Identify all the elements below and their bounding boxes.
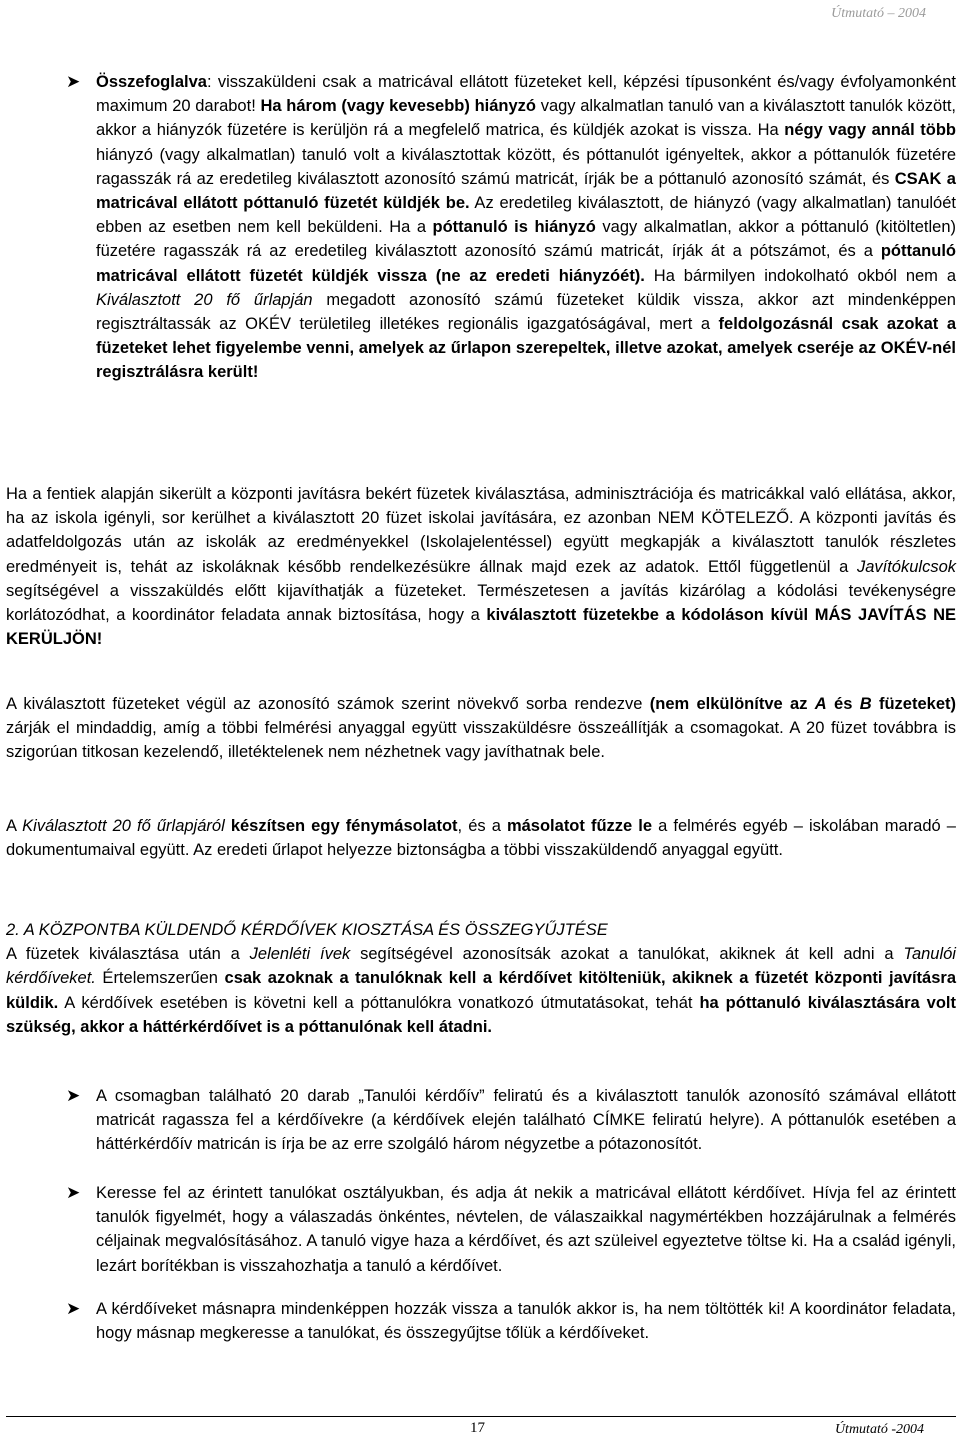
text-run: Ha [752, 121, 785, 140]
text-run: Az eredetileg kiválasztott, de hiányzó (vagy alkalmatlan) tanulóét ebben az esetben nem kell beküldeni. Ha a [96, 194, 956, 237]
paragraph-photocopy [6, 814, 956, 862]
list-item [66, 1297, 956, 1345]
arrow-bullet-icon: ➤ [66, 72, 81, 91]
text-run: Javítókulcsok [856, 557, 956, 576]
summary-lead: Összefoglalva [96, 73, 207, 91]
text-run: készítsen egy fénymásolatot [224, 817, 458, 835]
arrow-bullet-icon: ➤ [66, 1086, 81, 1105]
bullet-text: A kérdőíveket másnapra mindenképpen hozzák vissza a tanulók akkor is, ha nem töltötték ki! A koordinátor feladata, hogy másnap megkeresse a tanulókat, és összegyűjtse tőlük a kérdőíveket. [96, 1300, 956, 1343]
text-run: megadott azonosító számú füzeteket küldik vissza, akkor azt mindenképpen regisztráltassák az OKÉV területileg illetékes regionális igazgatóságával, mert a [96, 290, 956, 334]
text-run: Ha bármilyen indokolható okból nem a [644, 266, 956, 285]
section-2 [6, 918, 956, 1039]
footer-title: Útmutató -2004 [834, 1422, 924, 1437]
text-run: Tanulói kérdőíveket. [6, 945, 956, 988]
text-run: másolatot fűzze le [506, 817, 653, 835]
heading-text: 2. A KÖZPONTBA KÜLDENDŐ KÉRDŐÍVEK KIOSZTÁSA ÉS ÖSSZEGYŰJTÉSE [6, 921, 608, 939]
text-run: ha póttanuló kiválasztására volt szükség, akkor a háttérkérdőívet is a póttanulónak kell átadni. [6, 993, 956, 1036]
text-run: zárják el mindaddig, amíg a többi felmérési anyaggal együtt visszaküldésre összeállítják a csomagokat. A 20 füzet továbbra is szigorúan titkosan kezelendő, illetéktelenek nem nézhetnek vagy javíthatnak bele. [6, 719, 956, 762]
text-run: Ha három (vagy kevesebb) hiányzó [260, 97, 536, 116]
text-run: vagy alkalmatlan tanuló van a kiválasztott tanulók között, akkor a hiányzók füzetére is kerüljön rá a megfelelő matrica, és küldjék azokat is vissza. [96, 97, 956, 140]
text-run: csak azoknak a tanulóknak kell a kérdőívet kitölteniük, akiknek a füzetét központi javításra küldik. [6, 969, 956, 1012]
text-run: hiányzó (vagy alkalmatlan) tanuló volt a kiválasztottak között, és póttanulót igényeltek, akkor a póttanulók füzetére ragasszák rá az eredetileg kiválasztott azonosító számú matricát, írják be a póttanuló azonosító számát, és [96, 145, 956, 188]
text-run: A kérdőívek esetében is követni kell a póttanulókra vonatkozó útmutatásokat, tehát [58, 993, 700, 1012]
text-run: póttanuló matricával ellátott füzetét küldjék vissza (ne az eredeti hiányzóét). [96, 242, 956, 285]
bullet-text: Keresse fel az érintett tanulókat osztályukban, és adja át nekik a matricával ellátott kérdőívet. Hívja fel az érintett tanulók figyelmét, hogy a válaszadás önkéntes, névtelen, de válaszaikkal nagymértékben hozzájárulnak a felmérés céljainak megvalósításához. A tanuló vigye haza a kérdőívet, és azt szüleivel egyeztetve töltse ki. Ha a család igényli, lezárt borítékban is visszahozhatja a tanuló a kérdőívet. [96, 1184, 956, 1275]
text-run: feldolgozásnál csak azokat a füzeteket lehet figyelembe venni, amelyek az űrlapon szerepeltek, illetve azokat, amelyek cseréje az OKÉV-nél regisztrálásra került! [96, 315, 956, 382]
section-heading [6, 918, 956, 942]
arrow-bullet-icon: ➤ [66, 1299, 81, 1318]
text-run: segítségével azonosítsák azokat a tanulókat, akiknek át kell adni a [350, 945, 904, 964]
text-run: vagy alkalmatlan, akkor a póttanuló (kitöltetlen) füzetére ragasszák rá az eredetileg kiválasztott azonosító számú matricát, írják át a pótszámot, és a [96, 218, 957, 261]
text-run: négy vagy annál több [784, 121, 957, 140]
text-run: a felmérés egyéb – iskolában maradó – dokumentumaival együtt. Az eredeti űrlapot helyezze biztonságba a többi visszaküldendő anyaggal együtt. [6, 817, 956, 860]
text-run: Ha a fentiek alapján sikerült a központi javításra bekért füzetek kiválasztása, adminisztrációja és matricákkal való ellátása, akkor, ha az iskola igényli, sor kerülhet a kiválasztott 20 füzet iskolai javítására, ez azonban NEM KÖTELEZŐ. A központi javítás és adatfeldolgozás után az iskolák az eredményekkel (Iskolajelentéssel) együtt megkapják a kiválasztott tanulók részletes eredményeit is, tehát az iskoláknak később rendelkezésükre állnak majd ezek az adatok. Ettől függetlenül a [6, 485, 956, 576]
text-run: A kiválasztott füzeteket végül az azonosító számok szerint növekvő sorba rendezve [6, 695, 650, 713]
text-run: füzeteket) [871, 695, 956, 713]
text-run: , és a [457, 817, 507, 835]
text-run: A [814, 695, 827, 713]
paragraph-correction [6, 482, 956, 651]
text-run: Kiválasztott 20 fő űrlapjáról [22, 817, 225, 835]
text-run: Kiválasztott 20 fő űrlapján [96, 290, 313, 309]
list-item [66, 1181, 956, 1278]
text-run: A [6, 817, 23, 835]
bullet-text: A csomagban található 20 darab „Tanulói kérdőív” feliratú és a kiválasztott tanulók azonosító számával ellátott matricát ragassza fel a kérdőívekre (a kérdőívek elején található CÍMKE feliratú helyre). A póttanulók esetében a háttérkérdőív matricán is írja be az erre szolgáló három négyzetbe a pótazonosítót. [96, 1087, 956, 1154]
paragraph-sorting [6, 692, 956, 765]
text-run: póttanuló is hiányzó [432, 218, 596, 237]
running-header: Útmutató – 2004 [831, 6, 926, 21]
text-run: B [859, 695, 872, 713]
text-run: kiválasztott füzetekbe a kódoláson kívül MÁS JAVÍTÁS NE KERÜLJÖN! [6, 606, 956, 649]
footer-divider [6, 1416, 956, 1417]
summary-bullet [66, 70, 957, 385]
text-run: Jelenléti ívek [249, 945, 351, 964]
list-item [66, 1084, 956, 1157]
text-run: Értelemszerűen [95, 969, 225, 988]
text-run: és [826, 695, 860, 713]
text-run: : visszaküldeni csak a matricával ellátott füzeteket kell, képzési típusonként és/vagy évfolyamonként maximum 20 darabot! [96, 73, 956, 116]
page-number: 17 [470, 1420, 485, 1436]
text-run: segítségével a visszaküldés előtt kijavíthatják a füzeteket. Természetesen a javítás kizárólag a kódolási tevékenységre korlátozódhat, a koordinátor feladata annak biztosítása, hogy a [6, 581, 956, 625]
text-run: CSAK a matricával ellátott póttanuló füzetét küldjék be. [96, 169, 956, 213]
text-run: A füzetek kiválasztása után a [6, 945, 250, 964]
arrow-bullet-icon: ➤ [66, 1183, 81, 1202]
text-run: (nem elkülönítve az [649, 695, 815, 713]
